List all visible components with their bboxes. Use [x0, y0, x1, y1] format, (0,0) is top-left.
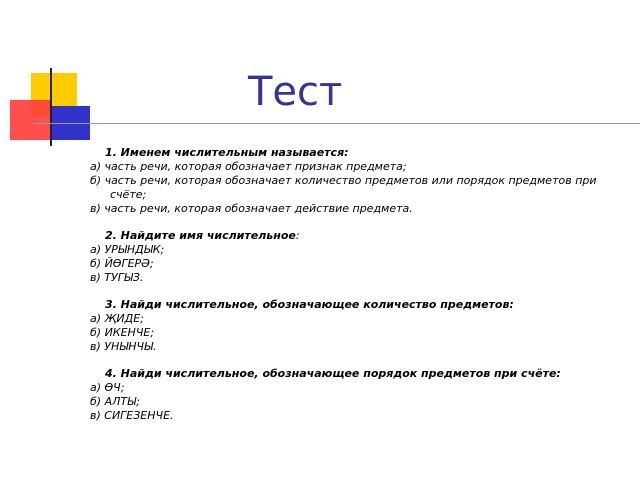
answer-1a: а) часть речи, которая обозначает признак предмета; [90, 160, 407, 173]
question-1: 1. Именем числительным называется: [105, 146, 349, 159]
title-divider [33, 123, 640, 124]
question-4: 4. Найди числительное, обозначающее порядок предметов при счёте: [105, 367, 561, 380]
answer-2a: а) УРЫНДЫК; [90, 243, 165, 256]
question-2-line [90, 229, 610, 243]
slide-title: Тест [248, 69, 343, 115]
question-3: 3. Найди числительное, обозначающее количество предметов: [105, 298, 514, 311]
answer-1c: в) часть речи, которая обозначает действие предмета. [90, 202, 413, 215]
answer-2c: в) ТУГЫЗ. [90, 271, 144, 284]
question-2: 2. Найдите имя числительное [105, 229, 296, 242]
logo-vertical-line [50, 68, 52, 146]
answer-1b: б) часть речи, которая обозначает количество предметов или порядок предметов при счёте; [90, 174, 597, 201]
slide-logo [0, 0, 100, 150]
question-2-suffix: : [295, 229, 300, 242]
answer-3b: б) ИКЕНЧЕ; [90, 326, 155, 339]
answer-4a: а) ӨЧ; [90, 381, 125, 394]
answer-3c: в) УНЫНЧЫ. [90, 340, 157, 353]
answer-4b: б) АЛТЫ; [90, 395, 140, 408]
answer-3a: а) ҖИДЕ; [90, 312, 144, 325]
answer-2b: б) ЙӨГЕРӘ; [90, 257, 154, 270]
answer-4c: в) СИГЕЗЕНЧЕ. [90, 409, 174, 422]
slide-content [90, 146, 610, 423]
logo-red-square [10, 100, 50, 140]
